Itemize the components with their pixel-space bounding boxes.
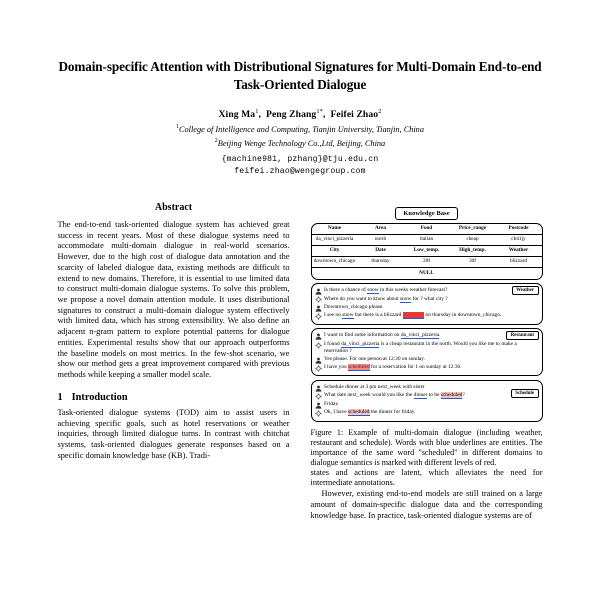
utt-pre: Is there a chance of (324, 287, 368, 294)
utt-post: for ? what city ? (411, 295, 448, 302)
dialogue-turn (315, 296, 538, 304)
knowledge-base-badge: Knowledge Base (395, 207, 457, 219)
dialogue-text: Schedule dinner at 3 pm next_week with sister (324, 384, 425, 391)
author-1: Xing Ma (218, 109, 256, 121)
user-icon (315, 385, 322, 392)
dialogue-turn (315, 356, 538, 364)
dialogue-turn (315, 364, 538, 372)
kb-header-cell: Weather (496, 246, 542, 257)
dialogue-text (324, 312, 538, 319)
utt-post: but there is a blizzard (353, 312, 403, 319)
table-row (312, 235, 542, 246)
utt-post: is a cheap restaurant in the north. Would you like me to make a reservation ? (324, 340, 517, 354)
highlight-word-light: scheduled (440, 392, 463, 399)
kb-header-cell: Low_temp. (404, 246, 450, 257)
kb-header-cell: High_temp. (450, 246, 496, 257)
dialogue-text (324, 364, 538, 371)
email-line-2: feifei.zhao@wengegroup.com (234, 166, 366, 176)
system-icon (315, 410, 322, 417)
dialogue-turn (315, 287, 538, 295)
dialogue-text (324, 287, 538, 294)
entity-word: snow (367, 287, 379, 294)
right-column-continued-text: states and actions are latent, which alleviates the need for intermediate annotations. (310, 467, 543, 488)
kb-cell: north (358, 235, 404, 246)
kb-header-cell: Price_range (450, 224, 496, 235)
dialogue-text (324, 296, 538, 303)
dialogue-turn (315, 304, 538, 312)
kb-cell: da_vinci_pizzeria (312, 235, 358, 246)
dialogue-card-weather (311, 283, 543, 325)
author-3: Feifei Zhao (330, 109, 379, 121)
affiliation-2 (58, 137, 542, 150)
kb-cell: 30f (450, 257, 496, 268)
utt-end: for a reservation for 1 on sunday at 12:30. (369, 364, 462, 371)
utt-pre: I found (324, 340, 342, 347)
affiliation-1-text: College of Intelligence and Computing, Tianjin University, Tianjin, China (179, 124, 424, 134)
highlight-word-strong: scheduled (402, 312, 425, 319)
dialogue-turn (315, 392, 538, 400)
affiliation-2-sup: 2 (214, 138, 218, 145)
user-icon (315, 288, 322, 295)
author-3-sup: 2 (378, 108, 382, 116)
user-icon (315, 305, 322, 312)
dialogue-text: Downtown_chicago please. (324, 303, 384, 310)
highlight-word-light: scheduled (347, 409, 370, 416)
dialogue-text (324, 409, 538, 416)
dialogue-turn (315, 384, 538, 392)
entity-word: da_vinci_pizzeria (341, 340, 380, 347)
kb-cell: thursday (358, 257, 404, 268)
user-icon (315, 402, 322, 409)
utt-pre: Ok, I have (324, 409, 348, 416)
utt-pre: I see no (324, 312, 343, 319)
domain-badge-weather: Weather (512, 286, 539, 295)
dialogue-text (324, 392, 538, 399)
left-column (58, 202, 290, 521)
utt-end: ? (462, 392, 465, 399)
kb-header-cell: Name (312, 224, 358, 235)
dialogue-turn (315, 312, 538, 320)
kb-cell: blizzard (496, 257, 542, 268)
kb-cell: 20f (404, 257, 450, 268)
introduction-heading (58, 392, 290, 403)
system-icon (315, 365, 322, 372)
utt-pre: Where do you want to know about (324, 295, 400, 302)
kb-cell: downtown_chicago (312, 257, 358, 268)
utt-post: in this weeks weather forecast? (378, 287, 448, 294)
utt-pre: What date next_week would you like the (324, 392, 414, 399)
entity-word: dinner (413, 392, 428, 399)
kb-header-cell: City (312, 246, 358, 257)
kb-cell: cheap (450, 235, 496, 246)
utt-end: on thursday in downtown_chicago. (424, 312, 502, 319)
kb-header-cell: Food (404, 224, 450, 235)
dialogue-turn (315, 341, 538, 355)
entity-word: snow (342, 312, 354, 319)
utt-end: the dinner for friday. (369, 409, 416, 416)
affiliation-1-sup: 1 (176, 123, 179, 130)
kb-cell: cb41jy (496, 235, 542, 246)
abstract-text: The end-to-end task-oriented dialogue system has achieved great success in recent years. Most of these dialogue systems need to accommodate multi-domain dialogue in real-world scenarios. However, due to the high cost of dialogue data annotation and the scarcity of labeled dialogue data, existing methods are difficult to extend to new domains. Therefore, it is essential to use limited data to construct multi-domain dialogue systems. To solve this problem, we propose a novel domain attention module. It uses distributional signatures to construct a multi-domain dialogue system effectively with limited data, which has strong extensibility. We also define an adjacent n-gram pattern to explore potential patterns for dialogue entities. Experimental results show that our approach outperforms the baseline models on most metrics. In the few-shot scenario, we show our method gets a great improvement compared with previous methods while keeping a smaller model scale. (57, 220, 290, 380)
author-list: Xing Ma$^1$, Peng Zhang$^{1*}$, Feifei Zhao$^2$ (218, 108, 382, 121)
kb-cell: italian (404, 235, 450, 246)
body-columns (0, 202, 600, 521)
dialogue-turn (315, 401, 538, 409)
abstract-heading: Abstract (154, 202, 193, 213)
dialogue-text: Friday. (324, 400, 340, 407)
dialogue-text (324, 341, 538, 355)
knowledge-base-table (312, 224, 542, 268)
table-row (312, 257, 542, 268)
highlight-word-mid: scheduled (348, 364, 370, 371)
table-header-row-restaurant (312, 224, 542, 235)
entity-word: da_vinci_pizzeria (400, 332, 440, 339)
dialogue-turn (315, 409, 538, 417)
introduction-number: 1 (57, 391, 63, 403)
kb-header-cell: Date (358, 246, 404, 257)
utt-pre: I have you (324, 364, 349, 371)
dialogue-turn (315, 332, 538, 340)
knowledge-base-card (311, 223, 543, 280)
table-header-row-weather (312, 246, 542, 257)
email-line-1: {machine981, pzhang}@tju.edu.cn (221, 154, 379, 164)
kb-header-cell: Area (358, 224, 404, 235)
system-icon (315, 393, 322, 400)
title-block (0, 0, 600, 178)
kb-header-cell: Postcode (496, 224, 542, 235)
kb-null-row: NULL (419, 270, 434, 277)
utt-pre: I want to find some information on (324, 332, 401, 339)
author-2-sup: 1* (316, 108, 323, 116)
introduction-title: Introduction (71, 391, 128, 403)
entity-word: snow (399, 295, 412, 302)
user-icon (315, 357, 322, 364)
figure-caption: Figure 1: Example of multi-domain dialogue (including weather, restaurant and schedule). Words with blue underlines are entities. The importance of the same word "scheduled" in different domains to dialogue semantics is marked with different levels of red. (310, 427, 543, 467)
right-column (311, 202, 543, 521)
utt-post: to be (427, 392, 441, 399)
kb-badge-wrap (311, 202, 543, 220)
user-icon (315, 333, 322, 340)
domain-badge-restaurant: Restaurant (506, 331, 538, 340)
page-title: Domain-specific Attention with Distributional Signatures for Multi-Domain End-to-end Task-Oriented Dialogue (58, 59, 542, 92)
affiliation-1 (58, 123, 542, 136)
system-icon (315, 342, 322, 349)
figure-1 (311, 202, 543, 468)
author-1-sup: 1 (255, 108, 259, 116)
system-icon (315, 313, 322, 320)
right-column-paragraph-2: However, existing end-to-end models are still trained on a large amount of domain-specific dialogue data and the corresponding knowledge base. In practice, task-oriented dialogue systems are of (310, 489, 543, 520)
dialogue-card-schedule (311, 380, 543, 422)
domain-badge-schedule: Schedule (511, 389, 539, 398)
author-2: Peng Zhang (266, 109, 317, 121)
dialogue-text: Yes please. For one person at 12:30 on sunday. (324, 355, 425, 362)
email-block (58, 154, 542, 178)
dialogue-card-restaurant (311, 328, 543, 376)
system-icon (315, 296, 322, 303)
introduction-paragraph-1: Task-oriented dialogue systems (TOD) aim to assist users in achieving specific goals, such as hotel reservations or weather inquiries, through limited dialogue turns. In contrast with chitchat systems, task-oriented dialogues generate responses based on a specific domain knowledge base (KB). Tradi- (57, 407, 290, 460)
utt-post: . (439, 332, 441, 339)
affiliation-2-text: Beijing Wenge Technology Co.,Ltd, Beijing, China (217, 138, 386, 148)
